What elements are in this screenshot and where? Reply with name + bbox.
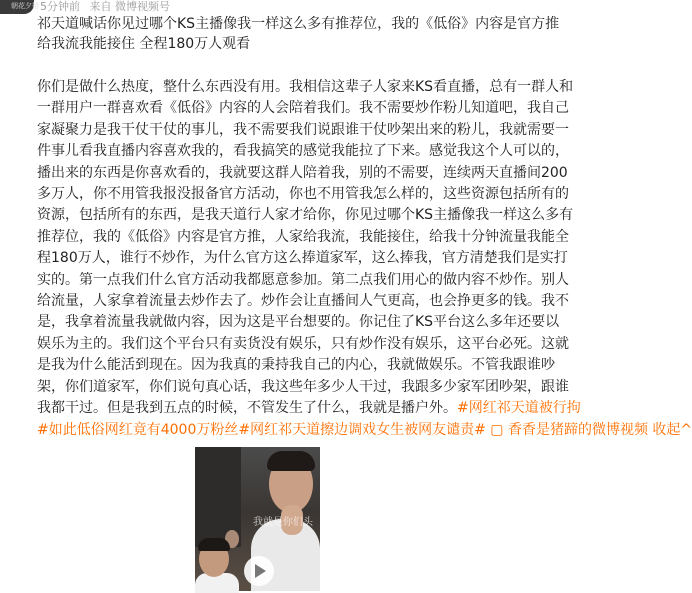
body-line: 推荐位，我的《低俗》内容是官方推，人家给我流，我能接住，给我十分钟流量我能全: [37, 228, 569, 245]
hashtag-link[interactable]: #如此低俗网红竟有4000万粉丝: [37, 421, 239, 438]
chevron-up-icon: ^: [680, 421, 692, 438]
avatar-text: 朝花夕拾: [11, 2, 39, 10]
avatar[interactable]: [0, 0, 39, 14]
body-line: 播出来的东西是你喜欢看的，我就要这群人陪着我，别的不需要，连续两天直播间200: [37, 164, 568, 181]
body-line: 我都干过。但是我到五点的时候，不管发生了什么，我就是播户外。: [37, 400, 457, 417]
collapse-button[interactable]: [652, 422, 692, 438]
body-line: 实的。第一点我们什么官方活动我都愿意参加。第二点我们用心的做内容不炒作。别人: [37, 271, 569, 288]
body-line: 给流量，人家拿着流量去炒作去了。炒作会让直播间人气更高，也会挣更多的钱。我不: [37, 293, 569, 310]
title-line: 给我流我能接住 全程180万人观看: [37, 36, 251, 52]
video-subtitle: 我就是你们头: [253, 517, 313, 528]
post-meta: [40, 0, 176, 14]
video-thumbnail-person: [267, 451, 315, 471]
tag-line: [37, 420, 692, 441]
post-source[interactable]: 来自 微博视频号: [89, 0, 170, 13]
body-line-with-tag: [37, 398, 581, 419]
title-line: 祁天道喊话你见过哪个KS主播像我一样这么多有推荐位，我的《低俗》内容是官方推: [37, 16, 560, 32]
body-line: 娱乐为主的。我们这个平台只有卖货没有娱乐，只有炒作没有娱乐，这平台必死。这就: [37, 335, 569, 352]
video-thumbnail-person: [198, 538, 230, 551]
body-line: 程180万人，谁行不炒作，为什么官方这么捧道家军，这么捧我，官方清楚我们是实打: [37, 250, 568, 267]
play-icon[interactable]: [244, 556, 274, 586]
video-player[interactable]: [195, 447, 320, 591]
body-line: 是，我拿着流量我就做内容，因为这是平台想要的。你记住了KS平台这么多年还要以: [37, 314, 560, 331]
body-line: 件事儿看我直播内容喜欢我的，看我搞笑的感觉我能拉了下来。感觉我这个人可以的，: [37, 143, 569, 160]
body-line: 是我为什么能活到现在。因为我真的秉持我自己的内心，我就做娱乐。不管我跟谁吵: [37, 357, 555, 374]
hashtag-link[interactable]: #网红祁天道被行拘: [457, 400, 581, 417]
post-time: 5分钟前: [40, 0, 80, 13]
video-source-link[interactable]: # ▢ 香香是猪蹄的微博视频: [474, 421, 648, 438]
post-title: [37, 14, 560, 54]
collapse-label: 收起: [652, 421, 681, 438]
body-line: 一群用户一群喜欢看《低俗》内容的人会陪着我们。我不需要炒作粉儿知道吧，我自己: [37, 100, 569, 117]
hashtag-link[interactable]: #网红祁天道擦边调戏女生被网友谴责: [238, 421, 475, 438]
body-line: 架，你们道家军，你们说句真心话，我这些年多少人干过，我跟多少家军团吵架，跟谁: [37, 378, 569, 395]
body-line: 资源，包括所有的东西，是我天道行人家才给你，你见过哪个KS主播像我一样这么多有: [37, 207, 574, 224]
body-line: 家凝聚力是我干仗干仗的事儿，我不需要我们说跟谁干仗吵架出来的粉儿，我就需要一: [37, 121, 569, 138]
post-body: [37, 77, 692, 441]
body-line: 你们是做什么热度，整什么东西没有用。我相信这辈子人家来KS看直播，总有一群人和: [37, 79, 574, 95]
post-header: [0, 0, 500, 14]
body-line: 多万人，你不用管我报没报备官方活动，你也不用管我怎么样的，这些资源包括所有的: [37, 186, 569, 203]
